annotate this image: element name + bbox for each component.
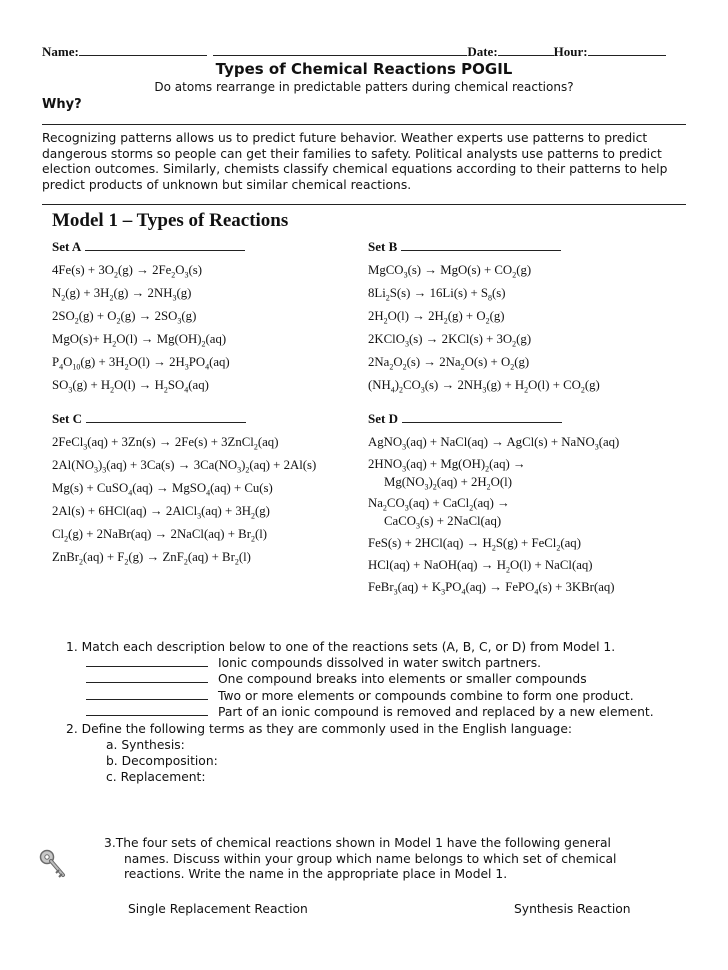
equation: $FeS(s) + 2HCl(aq) \to H_2S(g)$ + FeCl$_2$(aq) xyxy=(368,536,581,553)
date-field[interactable] xyxy=(498,55,554,56)
match-description: Part of an ionic compound is removed and replaced by a new element. xyxy=(218,705,654,719)
intro-paragraph: Recognizing patterns allows us to predict future behavior. Weather experts use patterns to predict dangerous storms so people can get their families to safety. Political analysts use patterns to predict election outcomes. Similarly, chemists classify chemical equations according to their patterns to help predict products of unknown but similar chemical reactions. xyxy=(42,131,668,192)
divider xyxy=(42,124,686,125)
equation: $8Li_2S(s) \to 16Li(s) + S_8(s)$ xyxy=(368,286,506,303)
set-c-label xyxy=(52,411,246,427)
header-fields xyxy=(42,44,682,60)
set-label-text: Set C xyxy=(52,411,82,426)
set-label-text: Set A xyxy=(52,239,82,254)
set-label-text: Set D xyxy=(368,411,398,426)
equation: 2FeCl$_3$(aq) + 3Zn(s) → 2Fe(s) + 3ZnCl$_2$(aq) xyxy=(52,435,279,452)
match-answer-field[interactable] xyxy=(86,699,208,700)
equation: HCl(aq) + NaOH(aq) → $H_2O(l)$ + NaCl(aq) xyxy=(368,558,593,575)
term-replacement: c. Replacement: xyxy=(106,770,206,784)
set-b-label xyxy=(368,239,561,255)
why-heading: Why? xyxy=(42,97,82,112)
equation: $2SO_2(g) + O_2(g) \to 2SO_3(g)$ xyxy=(52,309,197,326)
q3-line: reactions. Write the name in the appropriate place in Model 1. xyxy=(124,867,508,881)
equation: FeBr$_3$(aq) + $K_3PO_4(aq)$ → FePO$_4$(s) + 3KBr(aq) xyxy=(368,580,615,597)
name-field-extension[interactable] xyxy=(213,55,467,56)
equation: $4Fe(s) + 3O_2(g) \to 2Fe_2O_3(s)$ xyxy=(52,263,203,280)
question-3 xyxy=(104,836,674,883)
equation: 2KClO$_3$(s) → $2KCl(s) + 3O_2(g)$ xyxy=(368,332,532,349)
match-description: Ionic compounds dissolved in water switch partners. xyxy=(218,656,542,670)
name-label: Name: xyxy=(42,44,79,59)
equation: 2Al(s) + 6HCl(aq) → 2AlCl$_3$(aq) + $3H_2(g)$ xyxy=(52,504,270,521)
set-c-name-field[interactable] xyxy=(86,422,246,423)
match-answer-field[interactable] xyxy=(86,682,208,683)
equation: Mg(s) + CuSO$_4$(aq) → MgSO$_4$(aq) + Cu(s) xyxy=(52,481,273,498)
match-description: Two or more elements or compounds combine to form one product. xyxy=(218,689,634,703)
equation: $2Na_2O_2(s) \to 2Na_2O(s) + O_2(g)$ xyxy=(368,355,530,372)
equation: $P_4O_{10}(g) + 3H_2O(l) \to 2H_3PO_4(aq)$ xyxy=(52,355,230,372)
term-decomposition: b. Decomposition: xyxy=(106,754,218,768)
question-1: 1. Match each description below to one of the reactions sets (A, B, C, or D) from Model 1. xyxy=(66,640,616,654)
equation: $SO_3(g) + H_2O(l) \to H_2SO_4(aq)$ xyxy=(52,378,209,395)
reaction-name-synthesis: Synthesis Reaction xyxy=(514,902,631,916)
hour-label: Hour: xyxy=(553,44,588,59)
match-row xyxy=(86,689,634,703)
model-title: Model 1 – Types of Reactions xyxy=(52,210,289,231)
equation: $MgO(s)+ H_2O(l) \to Mg(OH)_2(aq)$ xyxy=(52,332,227,349)
set-b-name-field[interactable] xyxy=(401,250,561,251)
equation: $Cl_2(g)$ + 2NaBr(aq) → 2NaCl(aq) + $Br_2(l)$ xyxy=(52,527,268,544)
equation: $N_2(g) + 3H_2(g) \to 2NH_3(g)$ xyxy=(52,286,192,303)
match-answer-field[interactable] xyxy=(86,715,208,716)
q3-line: names. Discuss within your group which name belongs to which set of chemical xyxy=(124,851,617,866)
equation: $2Al(NO_3)_3(aq) + 3Ca(s) \to 3Ca(NO_3)_2(aq) + 2Al(s)$ xyxy=(52,458,317,475)
set-d-name-field[interactable] xyxy=(402,422,562,423)
equation: ZnBr$_2$(aq) + $F_2(g) \to ZnF_2(aq) + Br_2(l)$ xyxy=(52,550,251,567)
equation: $2H_2O(l) \to 2H_2(g) + O_2(g)$ xyxy=(368,309,505,326)
match-description: One compound breaks into elements or smaller compounds xyxy=(218,672,587,686)
equation: $2HNO_3(aq) + Mg(OH)_2(aq)$ → $Mg(NO_3)_2(aq) + 2H_2O(l)$ xyxy=(368,457,526,492)
equation: MgCO$_3$(s) → $MgO(s) + CO_2(g)$ xyxy=(368,263,532,280)
equation: AgNO$_3$(aq) + NaCl(aq) → AgCl(s) + NaNO$_3$(aq) xyxy=(368,435,620,452)
hour-field[interactable] xyxy=(588,55,666,56)
term-synthesis: a. Synthesis: xyxy=(106,738,185,752)
reaction-name-single-replacement: Single Replacement Reaction xyxy=(128,902,308,916)
equation: $(NH_4)_2CO_3(s) \to 2NH_3(g) + H_2O(l) + CO_2(g)$ xyxy=(368,378,600,395)
q3-line: 3.The four sets of chemical reactions shown in Model 1 have the following general xyxy=(104,836,611,850)
set-a-name-field[interactable] xyxy=(85,250,245,251)
date-label: Date: xyxy=(467,44,498,59)
guiding-question: Do atoms rearrange in predictable patters during chemical reactions? xyxy=(154,80,574,94)
divider xyxy=(42,204,686,205)
worksheet-title: Types of Chemical Reactions POGIL xyxy=(215,60,513,78)
equation: $Na_2CO_3(aq)$ + CaCl$_2$(aq) → CaCO$_3$(s) + 2NaCl(aq) xyxy=(368,496,510,531)
set-d-label xyxy=(368,411,562,427)
name-field[interactable] xyxy=(79,55,207,56)
match-answer-field[interactable] xyxy=(86,666,208,667)
set-label-text: Set B xyxy=(368,239,398,254)
key-icon xyxy=(38,848,68,886)
match-row xyxy=(86,705,654,719)
set-a-label xyxy=(52,239,245,255)
match-row xyxy=(86,656,541,670)
question-2: 2. Define the following terms as they are commonly used in the English language: xyxy=(66,722,573,736)
match-row xyxy=(86,672,587,686)
